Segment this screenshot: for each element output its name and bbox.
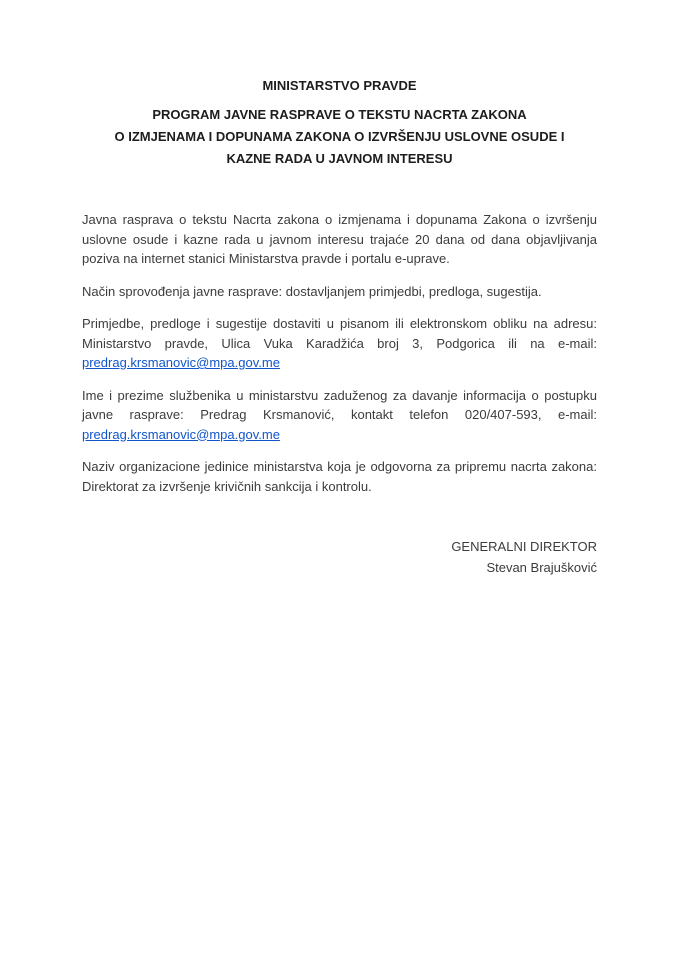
- email-link[interactable]: predrag.krsmanovic@mpa.gov.me: [82, 426, 280, 442]
- signature-block: [82, 536, 597, 578]
- document-title: [82, 104, 597, 170]
- document-title-line-2: O IZMJENAMA I DOPUNAMA ZAKONA O IZVRŠENJU USLOVNE OSUDE I: [114, 129, 565, 144]
- signature-name: Stevan Brajušković: [486, 560, 597, 575]
- paragraph-submission-address: [82, 314, 597, 373]
- paragraph-responsible-unit: Naziv organizacione jedinice ministarstva koja je odgovorna za pripremu nacrta zakona: Direktorat za izvršenje krivičnih sankcija i kontrolu.: [82, 459, 597, 494]
- paragraph-contact-official-text: Ime i prezime službenika u ministarstvu zaduženog za davanje informacija o postupku javne rasprave: Predrag Krsmanović, kontakt telefon 020/407-593, e-mail:: [82, 387, 597, 422]
- paragraph-submission-address-text: Primjedbe, predloge i sugestije dostaviti u pisanom ili elektronskom obliku na adresu: Ministarstvo pravde, Ulica Vuka Karadžića broj 3, Podgorica ili na e-mail:: [82, 316, 597, 351]
- paragraph-contact-official: [82, 386, 597, 445]
- document-title-line-3: KAZNE RADA U JAVNOM INTERESU: [226, 151, 453, 166]
- paragraph-debate-method: Način sprovođenja javne rasprave: dostavljanjem primjedbi, predloga, sugestija.: [82, 283, 542, 299]
- ministry-header: MINISTARSTVO PRAVDE: [262, 78, 417, 93]
- signature-role: GENERALNI DIREKTOR: [451, 539, 597, 554]
- document-title-line-1: PROGRAM JAVNE RASPRAVE O TEKSTU NACRTA ZAKONA: [152, 107, 527, 122]
- paragraph-debate-duration: Javna rasprava o tekstu Nacrta zakona o izmjenama i dopunama Zakona o izvršenju uslovne osude i kazne rada u javnom interesu trajaće 20 dana od dana objavljivanja poziva na internet stanici Ministarstva pravde i portalu e-uprave.: [82, 212, 597, 266]
- email-link[interactable]: predrag.krsmanovic@mpa.gov.me: [82, 355, 280, 370]
